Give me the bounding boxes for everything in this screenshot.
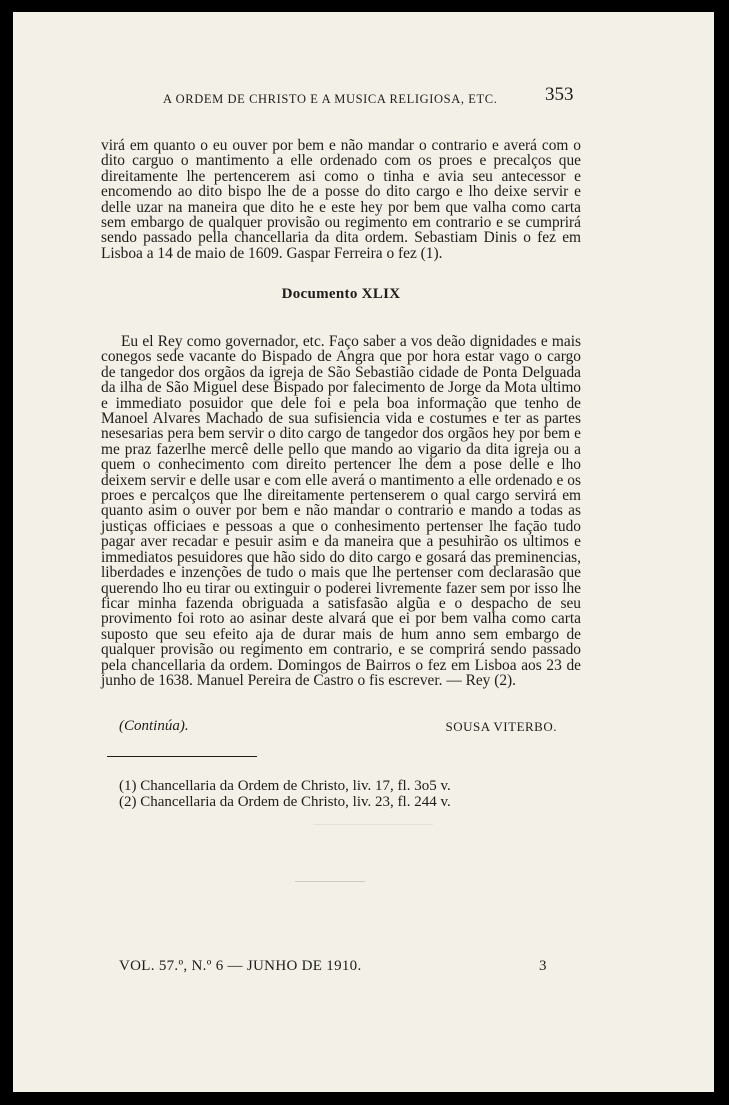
continuation-block <box>101 138 581 261</box>
continua-note: (Continúa). <box>119 718 189 734</box>
document-heading: Documento XLIX <box>281 286 401 302</box>
issue-footer: VOL. 57.º, N.º 6 — JUNHO DE 1910. <box>119 958 362 974</box>
running-head: A ORDEM DE CHRISTO E A MUSICA RELIGIOSA, ETC. <box>163 92 498 106</box>
footnote-1: (1) Chancellaria da Ordem de Christo, liv. 17, fl. 3o5 v. <box>119 778 451 794</box>
page-number: 353 <box>545 84 574 105</box>
signature-row <box>119 718 581 735</box>
document-page <box>13 12 714 1092</box>
footnote-2: (2) Chancellaria da Ordem de Christo, liv. 23, fl. 244 v. <box>119 794 451 810</box>
bleed-through-mark <box>313 824 433 825</box>
author-signature: SOUSA VITERBO. <box>445 719 557 734</box>
continuation-paragraph: virá em quanto o eu ouver por bem e não mandar o contrario e averá com o dito carguo o mantimento a elle ordenado com os proes e precalços que direitamente lhe pertencerem asi como o tinha e avia seu antecessor e encomendo ao dito bispo lhe de a posse do dito cargo e lho deixe servir e delle uzar na maneira que dito he e este hey por bem que valha como carta sem embargo de qualquer provisão ou regimento em contrario e se cumprirá sendo passado pella chancellaria da dita ordem. Sebastiam Dinis o fez em Lisboa a 14 de maio de 1609. Gaspar Ferreira o fez (1). <box>101 137 581 262</box>
signature-mark: 3 <box>539 958 547 974</box>
footnotes <box>119 778 579 810</box>
document-block <box>101 334 581 688</box>
bleed-through-rule <box>295 881 365 882</box>
document-body-paragraph: Eu el Rey como governador, etc. Faço saber a vos deão dignidades e mais conegos sede vacante do Bispado de Angra que por hora estar vago o cargo de tangedor dos orgãos da igreja de São Sebastião cidade de Ponta Delguada da ilha de São Miguel dese Bispado por falecimento de Jorge da Mota ultimo e immediato posuidor que dele foi e pela boa informação que tenho de Manoel Alvares Machado de sua sufisiencia vida e costumes e ter as partes nesesarias pera bem servir o dito cargo de tangedor dos orgãos hey por bem e me praz fazerlhe mercê delle pello que mando ao vigario da dita igreja ou a quem o conhecimento com direito pertencer lhe dem a pose delle e lho deixem servir e delle usar e com elle averá o mantimento a elle ordenado e os proes e percalços que lhe direitamente pertenserem o qual cargo servirá em quanto asim o ouver por bem e não mandar o contrario e mando a todas as justiças officiaes e pessoas a que o conhesimento pertenser lhe façāo tudo pagar aver recadar e pesuir asim e da maneira que a pesuhirão os ultimos e immediatos pesuidores que hão sido do dito cargo e gosará das preminencias, liberdades e inzenções de tudo o mais que lhe pertenser com declarasão que querendo lho eu tirar ou extinguir o poderei livremente fazer sem por isso lhe ficar minha fazenda obriguada a satisfasão algũa e o despacho de seu provimento foi roto ao asinar deste alvará que ei por bem valha como carta suposto que seu efeito aja de durar mais de hum anno sem embargo de qualquer provisão ou regimento em contrario, e se comprirá sendo passado pela chancellaria da ordem. Domingos de Bairros o fez em Lisboa aos 23 de junho de 1638. Manuel Pereira de Castro o fis escrever. — Rey (2). <box>101 333 581 689</box>
footnote-rule <box>107 756 257 757</box>
